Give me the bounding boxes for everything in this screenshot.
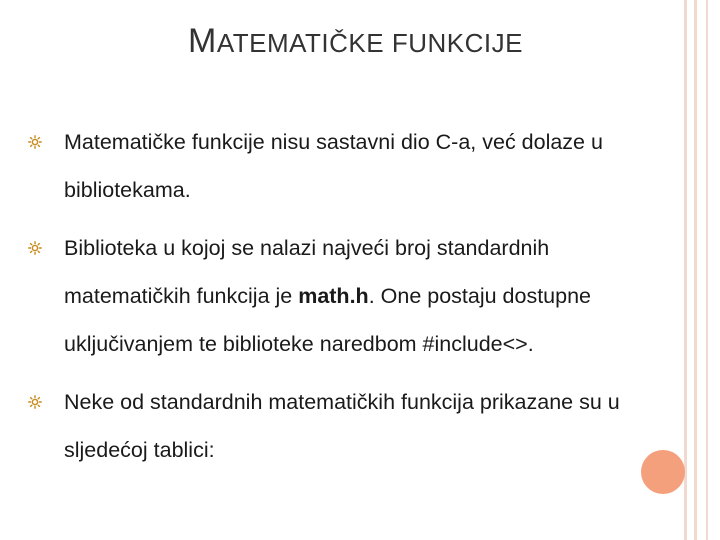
sun-icon: [28, 135, 42, 149]
slide-title: [188, 18, 523, 66]
bullet-text-3: Neke od standardnih matematičkih funkcija prikazane su u sljedećoj tablici:: [64, 390, 620, 462]
sun-icon: [28, 241, 42, 255]
bullet-item-1: [28, 118, 678, 214]
slide-title-rest: ATEMATIČKE FUNKCIJE: [216, 28, 523, 58]
decorative-circle: [641, 450, 685, 494]
bullet-list: [28, 118, 678, 474]
decorative-rail-2: [694, 0, 697, 540]
decorative-rail-1: [684, 0, 687, 540]
bullet-text-2-before: Biblioteka u kojoj se nalazi najveći broj standardnih matematičkih funkcija je: [64, 236, 550, 308]
library-name: math.h: [298, 284, 369, 308]
sun-icon: [28, 395, 42, 409]
slide-title-initial: M: [188, 22, 217, 60]
decorative-rail-3: [706, 0, 708, 540]
bullet-item-2: [28, 224, 678, 368]
bullet-text-2-after: . One postaju dostupne uključivanjem te biblioteke naredbom #include<>.: [64, 284, 592, 356]
bullet-item-3: [28, 378, 678, 474]
bullet-text-1: Matematičke funkcije nisu sastavni dio C-a, već dolaze u bibliotekama.: [64, 130, 603, 202]
